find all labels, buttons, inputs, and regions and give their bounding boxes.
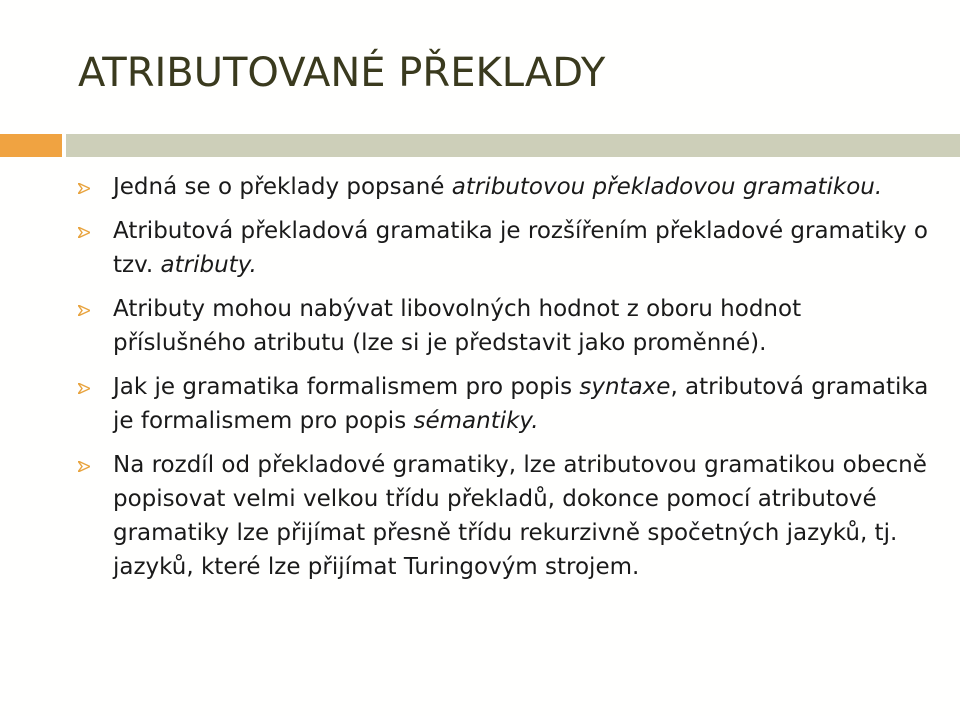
bullet-text: Jak je gramatika formalismem pro popis <box>113 374 580 400</box>
title-rule-bar <box>66 134 960 157</box>
arrow-head-bullet-icon <box>78 461 90 472</box>
arrow-head-bullet-icon <box>78 227 90 238</box>
bullet-italic-text: sémantiky. <box>413 408 539 434</box>
bullet-list <box>78 170 938 594</box>
bullet-item <box>78 170 938 204</box>
title-accent-bar <box>0 134 62 157</box>
bullet-item <box>78 214 938 282</box>
bullet-item <box>78 370 938 438</box>
bullet-text: Jedná se o překlady popsané <box>113 174 452 200</box>
bullet-italic-text: atributovou překladovou gramatikou. <box>451 174 883 200</box>
bullet-text: , atributová gramatika je formalismem pro popis <box>113 374 929 434</box>
arrow-head-bullet-icon <box>78 183 90 194</box>
arrow-head-bullet-icon <box>78 383 90 394</box>
bullet-text: Na rozdíl od překladové gramatiky, lze atributovou gramatikou obecně popisovat velmi velkou třídu překladů, dokonce pomocí atributové gramatiky lze přijímat přesně třídu rekurzivně spočetných jazyků, tj. jazyků, které lze přijímat Turingovým strojem. <box>113 452 927 580</box>
bullet-item <box>78 448 938 584</box>
bullet-italic-text: syntaxe <box>579 374 671 400</box>
bullet-text: Atributy mohou nabývat libovolných hodnot z oboru hodnot příslušného atributu (lze si je představit jako proměnné). <box>113 296 802 356</box>
slide-title: ATRIBUTOVANÉ PŘEKLADY <box>78 50 606 96</box>
bullet-italic-text: atributy. <box>160 252 257 278</box>
bullet-text: Atributová překladová gramatika je rozšířením překladové gramatiky o tzv. <box>113 218 928 278</box>
arrow-head-bullet-icon <box>78 305 90 316</box>
bullet-item <box>78 292 938 360</box>
